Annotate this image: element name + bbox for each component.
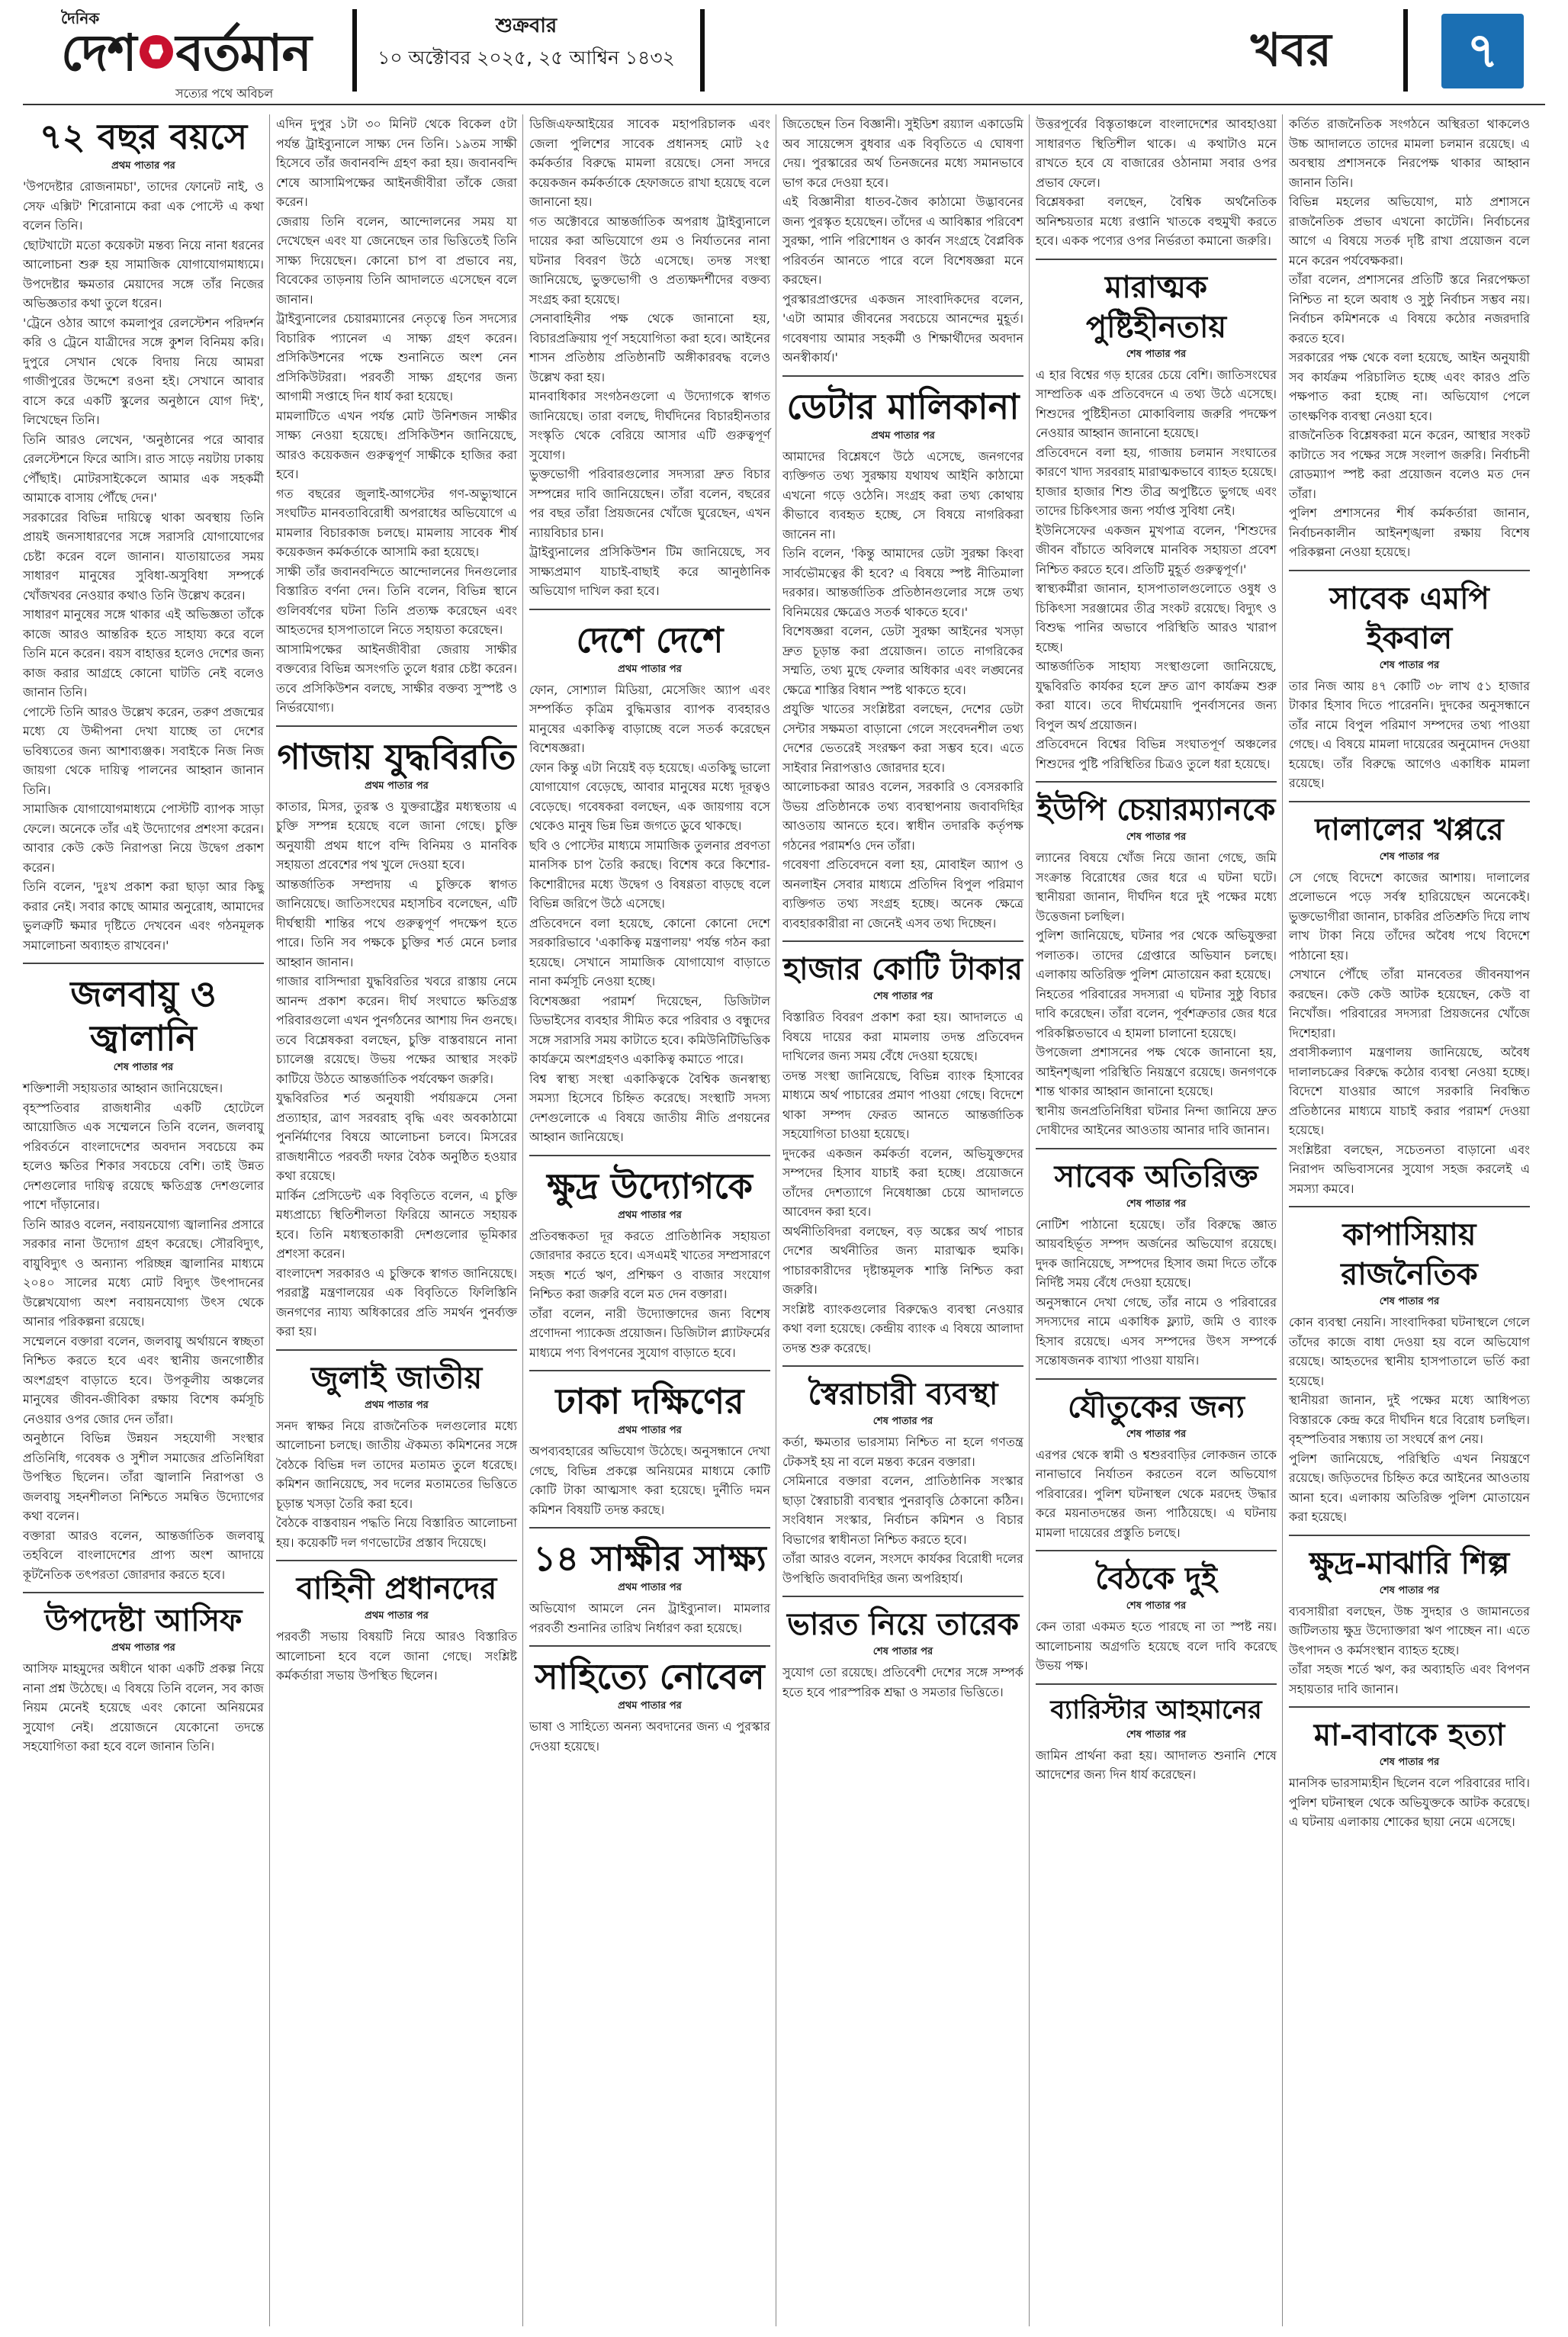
masthead-rule — [23, 104, 1545, 105]
story-body: সনদ স্বাক্ষর নিয়ে রাজনৈতিক দলগুলোর মধ্যে আলোচনা চলছে। জাতীয় ঐকমত্য কমিশনের সঙ্গে বৈঠকে বিভিন্ন দল তাদের মতামত তুলে ধরেছে। কমিশন জানিয়েছে, সব দলের মতামতের ভিত্তিতে চূড়ান্ত খসড়া তৈরি করা হবে। বৈঠকে বাস্তবায়ন পদ্ধতি নিয়ে বিস্তারিত আলোচনা হয়। কয়েকটি দল গণভোটের প্রস্তাব দিয়েছে। — [276, 1418, 517, 1550]
news-story[interactable] — [1289, 1706, 1534, 1832]
column-rule — [522, 114, 523, 2326]
column-rule — [1282, 114, 1283, 2326]
news-story[interactable] — [782, 114, 1023, 368]
story-body: ল্যানের বিষয়ে খোঁজ নিয়ে জানা গেছে, জমি সংক্রান্ত বিরোধের জের ধরে এ ঘটনা ঘটে। স্থানীয়রা জানান, দীর্ঘদিন ধরে দুই পক্ষের মধ্যে উত্তেজনা চলছিল। পুলিশ জানিয়েছে, ঘটনার পর থেকে অভিযুক্তরা পলাতক। তাদের গ্রেপ্তারে অভিযান চলছে। এলাকায় অতিরিক্ত পুলিশ মোতায়েন করা হয়েছে। নিহতের পরিবারের সদস্যরা এ ঘটনার সুষ্ঠু বিচার দাবি করেছেন। তাঁরা বলেন, পূর্বশত্রুতার জের ধরে পরিকল্পিতভাবে এ হামলা চালানো হয়েছে। উপজেলা প্রশাসনের পক্ষ থেকে জানানো হয়, আইনশৃঙ্খলা পরিস্থিতি নিয়ন্ত্রণে রয়েছে। জনগণকে শান্ত থাকার আহ্বান জানানো হয়েছে। স্থানীয় জনপ্রতিনিধিরা ঘটনার নিন্দা জানিয়ে দ্রুত দোষীদের আইনের আওতায় আনার দাবি জানান। — [1036, 850, 1277, 1137]
weekday: শুক্রবার — [495, 14, 557, 37]
story-headline[interactable]: হাজার কোটি টাকার — [783, 951, 1023, 987]
story-separator — [276, 1349, 517, 1351]
story-separator — [23, 1592, 264, 1593]
story-separator — [1036, 781, 1277, 783]
news-story[interactable] — [529, 114, 770, 601]
continued-from-label: শেষ পাতার পর — [1379, 850, 1440, 863]
continued-from-label: শেষ পাতার পর — [872, 991, 933, 1002]
masthead — [0, 0, 1568, 105]
story-separator — [782, 940, 1023, 942]
story-body: আসিফ মাহমুদের অধীনে থাকা একটি প্রকল্প নিয়ে নানা প্রশ্ন উঠেছে। এ বিষয়ে তিনি বলেন, সব কাজ নিয়ম মেনেই হয়েছে এবং কোনো অনিয়মের সুযোগ নেই। প্রয়োজনে যেকোনো তদন্তে সহযোগিতা করা হবে বলে জানান তিনি। — [23, 1661, 268, 1754]
story-headline[interactable]: কাপাসিয়ায় রাজনৈতিক — [1341, 1217, 1478, 1292]
story-headline[interactable]: জলবায়ু ও জ্বালানি — [70, 973, 217, 1059]
news-story[interactable] — [529, 609, 770, 1147]
story-headline[interactable]: সাহিত্যে নোবেল — [535, 1656, 765, 1697]
masthead-divider — [352, 9, 357, 92]
news-story[interactable] — [1036, 781, 1277, 1140]
news-story[interactable] — [782, 375, 1023, 934]
continued-from-label: শেষ পাতার পর — [872, 1646, 933, 1657]
news-story[interactable] — [782, 940, 1023, 1358]
continued-from-label: প্রথম পাতার পর — [618, 1425, 682, 1436]
story-headline[interactable]: ১৪ সাক্ষীর সাক্ষ্য — [533, 1538, 766, 1579]
news-story[interactable] — [782, 1365, 1023, 1588]
story-body: প্রতিবন্ধকতা দূর করতে প্রাতিষ্ঠানিক সহায়তা জোরদার করতে হবে। এসএমই খাতের সম্প্রসারণে সহজ শর্তে ঋণ, প্রশিক্ষণ ও বাজার সংযোগ নিশ্চিত করা জরুরি বলে মত দেন বক্তারা। তাঁরা বলেন, নারী উদ্যোক্তাদের জন্য বিশেষ প্রণোদনা প্যাকেজ প্রয়োজন। ডিজিটাল প্ল্যাটফর্মের মাধ্যমে পণ্য বিপণনের সুযোগ বাড়াতে হবে। — [529, 1228, 770, 1360]
news-story[interactable] — [529, 1155, 770, 1363]
story-headline[interactable]: গাজায় যুদ্ধবিরতি — [277, 735, 516, 777]
news-story[interactable] — [23, 963, 264, 1584]
story-headline[interactable]: ভারত নিয়ে তারেক — [787, 1606, 1019, 1642]
story-body: ব্যবসায়ীরা বলছেন, উচ্চ সুদহার ও জামানতের জটিলতায় ক্ষুদ্র উদ্যোক্তারা ঋণ পাচ্ছেন না। এতে উৎপাদন ও কর্মসংস্থান ব্যাহত হচ্ছে। তাঁরা সহজ শর্তে ঋণ, কর অব্যাহতি এবং বিপণন সহায়তার দাবি জানান। — [1289, 1603, 1530, 1696]
continued-from-label: শেষ পাতার পর — [1126, 1197, 1187, 1210]
story-separator — [1036, 1378, 1277, 1380]
story-body: 'উপদেষ্টার রোজনামচা', তাদের ফোনেট নাই, ও সেফ এক্সিট' শিরোনামে করা এক পোস্টে এ কথা বলেন তিনি। ছোটখাটো মতো কয়েকটা মন্তব্য নিয়ে নানা ধরনের আলোচনা শুরু হয় সামাজিক যোগাযোগমাধ্যমে। উপদেষ্টার ক্ষমতার মেয়াদের সঙ্গে তাঁর নিজের অভিজ্ঞতার কথা তুলে ধরেন। 'ট্রেনে ওঠার আগে কমলাপুর রেলস্টেশন পরিদর্শন করি ও ট্রেনে যাত্রীদের সঙ্গে কুশল বিনিময় করি। দুপুরে সেখান থেকে বিদায় নিয়ে আমরা গাজীপুরের উদ্দেশে রওনা হই। সেখানে আবার বাসে করে একটি স্কুলের অনুষ্ঠানে যোগ দিই', লিখেছেন তিনি। তিনি আরও লেখেন, 'অনুষ্ঠানের পরে আবার রেলস্টেশনে ফিরে আসি। রাত সাড়ে নয়টায় ঢাকায় পৌঁছাই। মোটরসাইকেলে আমার এক সহকর্মী আমাকে বাসায় পৌঁছে দেন।' সরকারের বিভিন্ন দায়িত্বে থাকা অবস্থায় তিনি প্রায়ই জনসাধারণের সঙ্গে সরাসরি যোগাযোগের চেষ্টা করেন বলে জানান। যাতায়াতের সময় সাধারণ মানুষের সুবিধা-অসুবিধা সম্পর্কে খোঁজখবর নেওয়ার কথাও তিনি উল্লেখ করেন। সাধারণ মানুষের সঙ্গে থাকার এই অভিজ্ঞতা তাঁকে কাজে আরও আন্তরিক হতে সাহায্য করে বলে তিনি মনে করেন। বয়স বাহাত্তর হলেও দেশের জন্য কাজ করার আগ্রহে কোনো ঘাটতি নেই বলেও জানান তিনি। পোস্টে তিনি আরও উল্লেখ করেন, তরুণ প্রজন্মের মধ্যে যে উদ্দীপনা দেখা যাচ্ছে তা দেশের ভবিষ্যতের জন্য আশাব্যঞ্জক। সবাইকে নিজ নিজ জায়গা থেকে দায়িত্ব পালনের আহ্বান জানান তিনি। সামাজিক যোগাযোগমাধ্যমে পোস্টটি ব্যাপক সাড়া ফেলে। অনেকে তাঁর এই উদ্যোগের প্রশংসা করেন। আবার কেউ কেউ নিরাপত্তা নিয়ে উদ্বেগ প্রকাশ করেন। তিনি বলেন, 'দুঃখ প্রকাশ করা ছাড়া আর কিছু করার নেই। সবার কাছে আমার অনুরোধ, আমাদের ভুলত্রুটি ক্ষমার দৃষ্টিতে দেখবেন এবং গঠনমূলক সমালোচনা অব্যাহত রাখবেন।' — [23, 179, 264, 953]
story-headline[interactable]: মারাত্মক পুষ্টিহীনতায় — [1085, 268, 1227, 345]
story-separator — [782, 375, 1023, 377]
story-separator — [782, 1365, 1023, 1367]
story-headline[interactable]: ঢাকা দক্ষিণের — [555, 1381, 744, 1422]
continued-from-label: প্রথম পাতার পর — [365, 1610, 429, 1622]
column-rule — [1029, 114, 1030, 2326]
news-story[interactable] — [1289, 114, 1530, 562]
story-headline[interactable]: উপদেষ্টা আসিফ — [44, 1602, 243, 1638]
news-column-6 — [1289, 114, 1534, 2326]
story-headline[interactable]: দালালের খপ্পরে — [1315, 811, 1504, 847]
story-headline[interactable]: দেশে দেশে — [576, 619, 724, 661]
logo-daily-label: দৈনিক — [61, 9, 100, 27]
story-body: শক্তিশালী সহায়তার আহ্বান জানিয়েছেন। বৃহস্পতিবার রাজধানীর একটি হোটেলে আয়োজিত এক সম্মেলনে তিনি বলেন, জলবায়ু পরিবর্তনে বাংলাদেশের অবদান সবচেয়ে কম হলেও ক্ষতির শিকার সবচেয়ে বেশি। তাই উন্নত দেশগুলোর দায়িত্ব রয়েছে ক্ষতিগ্রস্ত দেশগুলোর পাশে দাঁড়ানোর। তিনি আরও বলেন, নবায়নযোগ্য জ্বালানির প্রসারে সরকার নানা উদ্যোগ গ্রহণ করেছে। সৌরবিদ্যুৎ, বায়ুবিদ্যুৎ ও অন্যান্য পরিচ্ছন্ন জ্বালানির মাধ্যমে ২০৪০ সালের মধ্যে মোট বিদ্যুৎ উৎপাদনের উল্লেখযোগ্য অংশ নবায়নযোগ্য উৎস থেকে আনার পরিকল্পনা রয়েছে। সম্মেলনে বক্তারা বলেন, জলবায়ু অর্থায়নে স্বচ্ছতা নিশ্চিত করতে হবে এবং স্থানীয় জনগোষ্ঠীর অংশগ্রহণ বাড়াতে হবে। উপকূলীয় অঞ্চলের মানুষের জীবন-জীবিকা রক্ষায় বিশেষ কর্মসূচি নেওয়ার ওপর জোর দেন তাঁরা। অনুষ্ঠানে বিভিন্ন উন্নয়ন সহযোগী সংস্থার প্রতিনিধি, গবেষক ও সুশীল সমাজের প্রতিনিধিরা উপস্থিত ছিলেন। তাঁরা জ্বালানি নিরাপত্তা ও জলবায়ু সহনশীলতা নিশ্চিতে সমন্বিত উদ্যোগের কথা বলেন। বক্তারা আরও বলেন, আন্তর্জাতিক জলবায়ু তহবিলে বাংলাদেশের প্রাপ্য অংশ আদায়ে কূটনৈতিক তৎপরতা জোরদার করতে হবে। — [23, 1081, 264, 1582]
logo-brand-right: বর্তমান — [175, 24, 311, 82]
story-body: এদিন দুপুর ১টা ৩০ মিনিট থেকে বিকেল ৫টা পর্যন্ত ট্রাইব্যুনালে সাক্ষ্য দেন তিনি। ১৯তম সাক্ষী হিসেবে তাঁর জবানবন্দি গ্রহণ করা হয়। জবানবন্দি শেষে আসামিপক্ষের আইনজীবীরা তাঁকে জেরা করেন। জেরায় তিনি বলেন, আন্দোলনের সময় যা দেখেছেন এবং যা জেনেছেন তার ভিত্তিতেই তিনি সাক্ষ্য দিয়েছেন। কোনো চাপ বা প্রভাবে নয়, বিবেকের তাড়নায় তিনি আদালতে এসেছেন বলে জানান। ট্রাইব্যুনালের চেয়ারম্যানের নেতৃত্বে তিন সদস্যের বিচারিক প্যানেল এ সাক্ষ্য গ্রহণ করেন। প্রসিকিউশনের পক্ষে শুনানিতে অংশ নেন প্রসিকিউটররা। পরবর্তী সাক্ষ্য গ্রহণের জন্য আগামী সপ্তাহে দিন ধার্য করা হয়েছে। মামলাটিতে এখন পর্যন্ত মোট উনিশজন সাক্ষীর সাক্ষ্য নেওয়া হয়েছে। প্রসিকিউশন জানিয়েছে, আরও কয়েকজন গুরুত্বপূর্ণ সাক্ষীকে হাজির করা হবে। গত বছরের জুলাই-আগস্টের গণ-অভ্যুত্থানে সংঘটিত মানবতাবিরোধী অপরাধের অভিযোগে এ মামলার বিচারকাজ চলছে। মামলায় সাবেক শীর্ষ কয়েকজন কর্মকর্তাকে আসামি করা হয়েছে। সাক্ষী তাঁর জবানবন্দিতে আন্দোলনের দিনগুলোর বিস্তারিত বর্ণনা দেন। তিনি বলেন, বিভিন্ন স্থানে গুলিবর্ষণের ঘটনা তিনি প্রত্যক্ষ করেছেন এবং আহতদের হাসপাতালে নিতে সহায়তা করেছেন। আসামিপক্ষের আইনজীবীরা জেরায় সাক্ষীর বক্তব্যের বিভিন্ন অসংগতি তুলে ধরার চেষ্টা করেন। তবে প্রসিকিউশন বলছে, সাক্ষীর বক্তব্য সুস্পষ্ট ও নির্ভরযোগ্য। — [276, 117, 517, 715]
story-separator — [529, 609, 770, 610]
news-column-3 — [529, 114, 775, 2326]
story-body: সুযোগ তো রয়েছে। প্রতিবেশী দেশের সঙ্গে সম্পর্ক হতে হবে পারস্পরিক শ্রদ্ধা ও সমতার ভিত্তিতে। — [782, 1665, 1028, 1699]
story-separator — [1036, 1148, 1277, 1149]
story-separator — [1036, 1550, 1277, 1551]
story-separator — [276, 1560, 517, 1561]
story-body: ডিজিএফআইয়ের সাবেক মহাপরিচালক এবং জেলা পুলিশের সাবেক প্রধানসহ মোট ২৫ কর্মকর্তার বিরুদ্ধে মামলা রয়েছে। সেনা সদরে কয়েকজন কর্মকর্তাকে হেফাজতে রাখা হয়েছে বলে জানানো হয়। গত অক্টোবরে আন্তর্জাতিক অপরাধ ট্রাইব্যুনালে দায়ের করা অভিযোগে গুম ও নির্যাতনের নানা ঘটনার বিবরণ উঠে এসেছে। তদন্ত সংস্থা জানিয়েছে, ভুক্তভোগী ও প্রত্যক্ষদর্শীদের বক্তব্য সংগ্রহ করা হয়েছে। সেনাবাহিনীর পক্ষ থেকে জানানো হয়, বিচারপ্রক্রিয়ায় পূর্ণ সহযোগিতা করা হবে। আইনের শাসন প্রতিষ্ঠায় প্রতিষ্ঠানটি অঙ্গীকারবদ্ধ বলেও উল্লেখ করা হয়। মানবাধিকার সংগঠনগুলো এ উদ্যোগকে স্বাগত জানিয়েছে। তারা বলছে, দীর্ঘদিনের বিচারহীনতার সংস্কৃতি থেকে বেরিয়ে আসার এটি গুরুত্বপূর্ণ সুযোগ। ভুক্তভোগী পরিবারগুলোর সদস্যরা দ্রুত বিচার সম্পন্নের দাবি জানিয়েছেন। তাঁরা বলেন, বছরের পর বছর তাঁরা প্রিয়জনের খোঁজে ঘুরেছেন, এখন ন্যায়বিচার চান। ট্রাইব্যুনালের প্রসিকিউশন টিম জানিয়েছে, সব সাক্ষ্যপ্রমাণ যাচাই-বাছাই করে আনুষ্ঠানিক অভিযোগ দাখিল করা হবে। — [529, 117, 770, 598]
story-separator — [1289, 1206, 1530, 1207]
story-body: বিস্তারিত বিবরণ প্রকাশ করা হয়। আদালতে এ বিষয়ে দায়ের করা মামলায় তদন্ত প্রতিবেদন দাখিলের জন্য সময় বেঁধে দেওয়া হয়েছে। তদন্ত সংস্থা জানিয়েছে, বিভিন্ন ব্যাংক হিসাবের মাধ্যমে অর্থ পাচারের প্রমাণ পাওয়া গেছে। বিদেশে থাকা সম্পদ ফেরত আনতে আন্তর্জাতিক সহযোগিতা চাওয়া হয়েছে। দুদকের একজন কর্মকর্তা বলেন, অভিযুক্তদের সম্পদের হিসাব যাচাই করা হচ্ছে। প্রয়োজনে তাঁদের দেশত্যাগে নিষেধাজ্ঞা চেয়ে আদালতে আবেদন করা হবে। অর্থনীতিবিদরা বলছেন, বড় অঙ্কের অর্থ পাচার দেশের অর্থনীতির জন্য মারাত্মক হুমকি। পাচারকারীদের দৃষ্টান্তমূলক শাস্তি নিশ্চিত করা জরুরি। সংশ্লিষ্ট ব্যাংকগুলোর বিরুদ্ধেও ব্যবস্থা নেওয়ার কথা বলা হয়েছে। কেন্দ্রীয় ব্যাংক এ বিষয়ে আলাদা তদন্ত শুরু করেছে। — [782, 1010, 1023, 1355]
story-headline[interactable]: সাবেক এমপি ইকবাল — [1329, 580, 1489, 656]
column-rule — [269, 114, 270, 2326]
story-separator — [529, 1370, 770, 1371]
continued-from-label: শেষ পাতার পর — [1379, 659, 1440, 671]
story-separator — [529, 1527, 770, 1529]
story-separator — [529, 1155, 770, 1156]
continued-from-label: প্রথম পাতার পর — [111, 1642, 175, 1654]
story-body: এ হার বিশ্বের গড় হারের চেয়ে বেশি। জাতিসংঘের সাম্প্রতিক এক প্রতিবেদনে এ তথ্য উঠে এসেছে। শিশুদের পুষ্টিহীনতা মোকাবিলায় জরুরি পদক্ষেপ নেওয়ার আহ্বান জানানো হয়েছে। প্রতিবেদনে বলা হয়, গাজায় চলমান সংঘাতের কারণে খাদ্য সরবরাহ মারাত্মকভাবে ব্যাহত হয়েছে। হাজার হাজার শিশু তীব্র অপুষ্টিতে ভুগছে এবং তাদের চিকিৎসার জন্য পর্যাপ্ত সুবিধা নেই। ইউনিসেফের একজন মুখপাত্র বলেন, 'শিশুদের জীবন বাঁচাতে অবিলম্বে মানবিক সহায়তা প্রবেশ নিশ্চিত করতে হবে। প্রতিটি মুহূর্ত গুরুত্বপূর্ণ।' স্বাস্থ্যকর্মীরা জানান, হাসপাতালগুলোতে ওষুধ ও চিকিৎসা সরঞ্জামের তীব্র সংকট রয়েছে। বিদ্যুৎ ও বিশুদ্ধ পানির অভাবে পরিস্থিতি আরও খারাপ হচ্ছে। আন্তর্জাতিক সাহায্য সংস্থাগুলো জানিয়েছে, যুদ্ধবিরতি কার্যকর হলে দ্রুত ত্রাণ কার্যক্রম শুরু করা যাবে। তবে দীর্ঘমেয়াদি পুনর্বাসনের জন্য বিপুল অর্থ প্রয়োজন। প্রতিবেদনে বিশ্বের বিভিন্ন সংঘাতপূর্ণ অঞ্চলের শিশুদের পুষ্টি পরিস্থিতির চিত্রও তুলে ধরা হয়েছে। — [1036, 367, 1277, 771]
logo-wordmark — [61, 26, 311, 81]
continued-from-label: শেষ পাতার পর — [1379, 1296, 1440, 1307]
continued-from-label: শেষ পাতার পর — [1126, 831, 1187, 843]
story-headline[interactable]: ৭২ বছর বয়সে — [39, 116, 248, 157]
bangladesh-map-icon — [140, 35, 173, 69]
continued-from-label: প্রথম পাতার পর — [111, 160, 175, 172]
continued-from-label: প্রথম পাতার পর — [871, 429, 935, 442]
continued-from-label: শেষ পাতার পর — [1126, 1428, 1187, 1440]
continued-from-label: প্রথম পাতার পর — [618, 663, 682, 675]
continued-from-label: শেষ পাতার পর — [1379, 1584, 1440, 1596]
news-story[interactable] — [1036, 1148, 1277, 1371]
continued-from-label: শেষ পাতার পর — [872, 1416, 933, 1427]
story-separator — [1289, 570, 1530, 571]
story-headline[interactable]: মা-বাবাকে হত্যা — [1313, 1717, 1505, 1753]
news-story[interactable] — [1289, 801, 1530, 1199]
story-body: কোন ব্যবস্থা নেয়নি। সাংবাদিকরা ঘটনাস্থলে গেলে তাঁদের কাজে বাধা দেওয়া হয় বলে অভিযোগ রয়েছে। আহতদের স্থানীয় হাসপাতালে ভর্তি করা হয়েছে। স্থানীয়রা জানান, দুই পক্ষের মধ্যে আধিপত্য বিস্তারকে কেন্দ্র করে দীর্ঘদিন ধরে বিরোধ চলছিল। বৃহস্পতিবার সন্ধ্যায় তা সংঘর্ষে রূপ নেয়। পুলিশ জানিয়েছে, পরিস্থিতি এখন নিয়ন্ত্রণে রয়েছে। জড়িতদের চিহ্নিত করে আইনের আওতায় আনা হবে। এলাকায় অতিরিক্ত পুলিশ মোতায়েন করা হয়েছে। — [1289, 1315, 1530, 1524]
story-separator — [529, 1645, 770, 1647]
story-headline[interactable]: ইউপি চেয়ারম্যানকে — [1036, 792, 1276, 828]
masthead-divider — [1403, 9, 1408, 92]
masthead-divider — [700, 9, 705, 92]
story-body: নোটিশ পাঠানো হয়েছে। তাঁর বিরুদ্ধে জ্ঞাত আয়বহির্ভূত সম্পদ অর্জনের অভিযোগ রয়েছে। দুদক জানিয়েছে, সম্পদের হিসাব জমা দিতে তাঁকে নির্দিষ্ট সময় বেঁধে দেওয়া হয়েছে। অনুসন্ধানে দেখা গেছে, তাঁর নামে ও পরিবারের সদস্যদের নামে একাধিক ফ্ল্যাট, জমি ও ব্যাংক হিসাব রয়েছে। এসব সম্পদের উৎস সম্পর্কে সন্তোষজনক ব্যাখ্যা পাওয়া যায়নি। — [1036, 1217, 1277, 1368]
story-separator — [1036, 259, 1277, 260]
continued-from-label: শেষ পাতার পর — [113, 1062, 174, 1073]
news-story[interactable] — [529, 1370, 775, 1519]
publication-date: ১০ অক্টোবর ২০২৫, ২৫ আশ্বিন ১৪৩২ — [378, 47, 675, 69]
story-body: কর্তা, ক্ষমতার ভারসাম্য নিশ্চিত না হলে গণতন্ত্র টেকসই হয় না বলে মন্তব্য করেন বক্তারা। সেমিনারে বক্তারা বলেন, প্রাতিষ্ঠানিক সংস্কার ছাড়া স্বৈরাচারী ব্যবস্থার পুনরাবৃত্তি ঠেকানো কঠিন। সংবিধান সংস্কার, নির্বাচন কমিশন ও বিচার বিভাগের স্বাধীনতা নিশ্চিত করতে হবে। তাঁরা আরও বলেন, সংসদে কার্যকর বিরোধী দলের উপস্থিতি জবাবদিহির জন্য অপরিহার্য। — [782, 1435, 1023, 1586]
continued-from-label: প্রথম পাতার পর — [365, 780, 429, 792]
news-story[interactable] — [1289, 1535, 1530, 1699]
story-body: জামিন প্রার্থনা করা হয়। আদালত শুনানি শেষে আদেশের জন্য দিন ধার্য করেছেন। — [1036, 1747, 1281, 1782]
continued-from-label: প্রথম পাতার পর — [365, 1399, 429, 1411]
story-headline[interactable]: ক্ষুদ্র-মাঝারি শিল্প — [1309, 1545, 1510, 1581]
continued-from-label: শেষ পাতার পর — [1379, 1757, 1440, 1768]
story-headline[interactable]: বৈঠকে দুই — [1095, 1561, 1217, 1596]
story-headline[interactable]: সাবেক অতিরিক্ত — [1054, 1158, 1258, 1194]
continued-from-label: শেষ পাতার পর — [1126, 1600, 1187, 1612]
section-title: খবর — [1251, 24, 1332, 77]
story-separator — [1289, 1535, 1530, 1536]
news-story[interactable] — [23, 114, 264, 955]
story-body: জিতেছেন তিন বিজ্ঞানী। সুইডিশ রয়্যাল একাডেমি অব সায়েন্সেস বুধবার এক বিবৃতিতে এ ঘোষণা দেয়। পুরস্কারের অর্থ তিনজনের মধ্যে সমানভাবে ভাগ করে দেওয়া হবে। এই বিজ্ঞানীরা ধাতব-জৈব কাঠামো উদ্ভাবনের জন্য পুরস্কৃত হয়েছেন। তাঁদের এ আবিষ্কার পরিবেশ সুরক্ষা, পানি পরিশোধন ও কার্বন সংগ্রহে বৈপ্লবিক পরিবর্তন আনতে পারে বলে বিশেষজ্ঞরা মনে করছেন। পুরস্কারপ্রাপ্তদের একজন সাংবাদিকদের বলেন, 'এটা আমার জীবনের সবচেয়ে আনন্দের মুহূর্ত। গবেষণায় আমার সহকর্মী ও শিক্ষার্থীদের অবদান অনস্বীকার্য।' — [782, 117, 1023, 365]
story-separator — [276, 725, 517, 727]
story-body: সে গেছে বিদেশে কাজের আশায়। দালালের প্রলোভনে পড়ে সর্বস্ব হারিয়েছেন অনেকেই। ভুক্তভোগীরা জানান, চাকরির প্রতিশ্রুতি দিয়ে লাখ লাখ টাকা নিয়ে তাঁদের অবৈধ পথে বিদেশে পাঠানো হয়। সেখানে পৌঁছে তাঁরা মানবেতর জীবনযাপন করছেন। কেউ কেউ আটক হয়েছেন, কেউ বা নিখোঁজ। পরিবারের সদস্যরা প্রিয়জনের খোঁজে দিশেহারা। প্রবাসীকল্যাণ মন্ত্রণালয় জানিয়েছে, অবৈধ দালালচক্রের বিরুদ্ধে কঠোর ব্যবস্থা নেওয়া হচ্ছে। বিদেশে যাওয়ার আগে সরকারি নিবন্ধিত প্রতিষ্ঠানের মাধ্যমে যাচাই করার পরামর্শ দেওয়া হয়েছে। সংশ্লিষ্টরা বলছেন, সচেতনতা বাড়ানো এবং নিরাপদ অভিবাসনের সুযোগ সহজ করলেই এ সমস্যা কমবে। — [1289, 870, 1530, 1196]
news-story[interactable] — [529, 1645, 775, 1756]
story-body: ভাষা ও সাহিত্যে অনন্য অবদানের জন্য এ পুরস্কার দেওয়া হয়েছে। — [529, 1719, 775, 1754]
news-story[interactable] — [276, 1560, 522, 1686]
story-headline[interactable]: জুলাই জাতীয় — [310, 1359, 483, 1396]
story-body: কাতার, মিসর, তুরস্ক ও যুক্তরাষ্ট্রের মধ্যস্থতায় এ চুক্তি সম্পন্ন হয়েছে বলে জানা গেছে। চুক্তি অনুযায়ী প্রথম ধাপে বন্দি বিনিময় ও মানবিক সহায়তা প্রবেশের পথ খুলে দেওয়া হবে। আন্তর্জাতিক সম্প্রদায় এ চুক্তিকে স্বাগত জানিয়েছে। জাতিসংঘের মহাসচিব বলেছেন, এটি দীর্ঘস্থায়ী শান্তির পথে গুরুত্বপূর্ণ পদক্ষেপ হতে পারে। তিনি সব পক্ষকে চুক্তির শর্ত মেনে চলার আহ্বান জানান। গাজার বাসিন্দারা যুদ্ধবিরতির খবরে রাস্তায় নেমে আনন্দ প্রকাশ করেন। দীর্ঘ সংঘাতে ক্ষতিগ্রস্ত পরিবারগুলো এখন পুনর্গঠনের আশায় দিন গুনছে। তবে বিশ্লেষকরা বলছেন, চুক্তি বাস্তবায়নে নানা চ্যালেঞ্জ রয়েছে। উভয় পক্ষের আস্থার সংকট কাটিয়ে উঠতে আন্তর্জাতিক পর্যবেক্ষণ জরুরি। যুদ্ধবিরতির শর্ত অনুযায়ী পর্যায়ক্রমে সেনা প্রত্যাহার, ত্রাণ সরবরাহ বৃদ্ধি এবং অবকাঠামো পুনর্নির্মাণের বিষয়ে আলোচনা চলবে। মিসরের রাজধানীতে পরবর্তী দফার বৈঠক অনুষ্ঠিত হওয়ার কথা রয়েছে। মার্কিন প্রেসিডেন্ট এক বিবৃতিতে বলেন, এ চুক্তি মধ্যপ্রাচ্যে স্থিতিশীলতা ফিরিয়ে আনতে সহায়ক হবে। তিনি মধ্যস্থতাকারী দেশগুলোর ভূমিকার প্রশংসা করেন। বাংলাদেশ সরকারও এ চুক্তিকে স্বাগত জানিয়েছে। পররাষ্ট্র মন্ত্রণালয়ের এক বিবৃতিতে ফিলিস্তিনি জনগণের ন্যায্য অধিকারের প্রতি সমর্থন পুনর্ব্যক্ত করা হয়। — [276, 799, 517, 1339]
story-headline[interactable]: ব্যারিস্টার আহমানের — [1050, 1694, 1262, 1725]
continued-from-label: শেষ পাতার পর — [1126, 348, 1187, 360]
story-body: কেন তারা একমত হতে পারছে না তা স্পষ্ট নয়। আলোচনায় অগ্রগতি হয়েছে বলে দাবি করেছে উভয় পক্ষ। — [1036, 1619, 1281, 1673]
continued-from-label: প্রথম পাতার পর — [618, 1582, 682, 1593]
story-body: অপব্যবহারের অভিযোগ উঠেছে। অনুসন্ধানে দেখা গেছে, বিভিন্ন প্রকল্পে অনিয়মের মাধ্যমে কোটি কোটি টাকা আত্মসাৎ করা হয়েছে। দুর্নীতি দমন কমিশন বিষয়টি তদন্ত করছে। — [529, 1444, 775, 1517]
story-headline[interactable]: স্বৈরাচারী ব্যবস্থা — [808, 1376, 998, 1412]
story-body: পরবর্তী সভায় বিষয়টি নিয়ে আরও বিস্তারিত আলোচনা হবে বলে জানা গেছে। সংশ্লিষ্ট কর্মকর্তারা সভায় উপস্থিত ছিলেন। — [276, 1629, 522, 1683]
news-story[interactable] — [276, 1349, 517, 1553]
logo-brand-left: দেশ — [61, 24, 137, 82]
story-body: মানসিক ভারসাম্যহীন ছিলেন বলে পরিবারের দাবি। পুলিশ ঘটনাস্থল থেকে অভিযুক্তকে আটক করেছে। এ ঘটনায় এলাকায় শোকের ছায়া নেমে এসেছে। — [1289, 1776, 1534, 1829]
news-story[interactable] — [529, 1527, 775, 1638]
story-body: কর্তিত রাজনৈতিক সংগঠনে অস্থিরতা থাকলেও উচ্চ আদালতে তাদের মামলা চলমান রয়েছে। এ অবস্থায় প্রশাসনকে নিরপেক্ষ থাকার আহ্বান জানান তিনি। বিভিন্ন মহলের অভিযোগ, মাঠ প্রশাসনে রাজনৈতিক প্রভাব এখনো কাটেনি। নির্বাচনের আগে এ বিষয়ে সতর্ক দৃষ্টি রাখা প্রয়োজন বলে মনে করেন পর্যবেক্ষকরা। তাঁরা বলেন, প্রশাসনের প্রতিটি স্তরে নিরপেক্ষতা নিশ্চিত না হলে অবাধ ও সুষ্ঠু নির্বাচন সম্ভব নয়। নির্বাচন কমিশনকে এ বিষয়ে কঠোর নজরদারি করতে হবে। সরকারের পক্ষ থেকে বলা হয়েছে, আইন অনুযায়ী সব কার্যক্রম পরিচালিত হচ্ছে এবং কারও প্রতি পক্ষপাত করা হচ্ছে না। অভিযোগ পেলে তাৎক্ষণিক ব্যবস্থা নেওয়া হবে। রাজনৈতিক বিশ্লেষকরা মনে করেন, আস্থার সংকট কাটাতে সব পক্ষের সঙ্গে সংলাপ জরুরি। নির্বাচনী রোডম্যাপ স্পষ্ট করা প্রয়োজন বলেও মত দেন তাঁরা। পুলিশ প্রশাসনের শীর্ষ কর্মকর্তারা জানান, নির্বাচনকালীন আইনশৃঙ্খলা রক্ষায় বিশেষ পরিকল্পনা নেওয়া হয়েছে। — [1289, 117, 1530, 559]
dateline — [374, 9, 679, 73]
story-headline[interactable]: ক্ষুদ্র উদ্যোগকে — [547, 1165, 753, 1207]
news-column-5 — [1036, 114, 1281, 2326]
continued-from-label: শেষ পাতার পর — [1126, 1728, 1187, 1741]
story-body: ফোন, সোশ্যাল মিডিয়া, মেসেজিং অ্যাপ এবং সম্পর্কিত কৃত্রিম বুদ্ধিমত্তার ব্যাপক ব্যবহারও মানুষের একাকিত্ব বাড়াচ্ছে বলে সতর্ক করেছেন বিশেষজ্ঞরা। ফোন কিন্তু এটা নিয়েই বড় হয়েছে। এতকিছু ভালো যোগাযোগ বেড়েছে, আবার মানুষের মধ্যে দূরত্বও বেড়েছে। গবেষকরা বলছেন, এক জায়গায় বসে থেকেও মানুষ ভিন্ন ভিন্ন জগতে ডুবে থাকছে। ছবি ও পোস্টের মাধ্যমে সামাজিক তুলনার প্রবণতা মানসিক চাপ তৈরি করছে। বিশেষ করে কিশোর-কিশোরীদের মধ্যে উদ্বেগ ও বিষণ্ণতা বাড়ছে বলে বিভিন্ন জরিপে উঠে এসেছে। প্রতিবেদনে বলা হয়েছে, কোনো কোনো দেশে সরকারিভাবে 'একাকিত্ব মন্ত্রণালয়' পর্যন্ত গঠন করা হয়েছে। সেখানে সামাজিক যোগাযোগ বাড়াতে নানা কর্মসূচি নেওয়া হচ্ছে। বিশেষজ্ঞরা পরামর্শ দিয়েছেন, ডিজিটাল ডিভাইসের ব্যবহার সীমিত করে পরিবার ও বন্ধুদের সঙ্গে সরাসরি সময় কাটাতে হবে। কমিউনিটিভিত্তিক কার্যক্রমে অংশগ্রহণও একাকিত্ব কমাতে পারে। বিশ্ব স্বাস্থ্য সংস্থা একাকিত্বকে বৈশ্বিক জনস্বাস্থ্য সমস্যা হিসেবে চিহ্নিত করেছে। সংস্থাটি সদস্য দেশগুলোকে এ বিষয়ে জাতীয় নীতি প্রণয়নের আহ্বান জানিয়েছে। — [529, 682, 770, 1144]
story-headline[interactable]: যৌতুকের জন্য — [1068, 1388, 1245, 1425]
news-story[interactable] — [782, 1596, 1028, 1702]
story-body: তার নিজ আয় ৪৭ কোটি ৩৮ লাখ ৫১ হাজার টাকার হিসাব দিতে পারেননি। দুদকের অনুসন্ধানে তাঁর নামে বিপুল পরিমাণ সম্পদের তথ্য পাওয়া গেছে। এ বিষয়ে মামলা দায়েরের অনুমোদন দেওয়া হয়েছে। তাঁর বিরুদ্ধে আগেও একাধিক মামলা রয়েছে। — [1289, 678, 1534, 790]
news-story[interactable] — [1289, 1206, 1530, 1527]
news-story[interactable] — [276, 725, 517, 1342]
news-story[interactable] — [1036, 259, 1277, 774]
news-story[interactable] — [1036, 114, 1277, 251]
story-separator — [1036, 1683, 1277, 1685]
news-story[interactable] — [1036, 1378, 1281, 1543]
news-column-4 — [782, 114, 1028, 2326]
news-story[interactable] — [1036, 1550, 1281, 1676]
news-column-2 — [276, 114, 522, 2326]
continued-from-label: প্রথম পাতার পর — [618, 1700, 682, 1712]
story-body: এরপর থেকে স্বামী ও শ্বশুরবাড়ির লোকজন তাকে নানাভাবে নির্যাতন করতেন বলে অভিযোগ পরিবারের। পুলিশ ঘটনাস্থল থেকে মরদেহ উদ্ধার করে ময়নাতদন্তের জন্য পাঠিয়েছে। এ ঘটনায় মামলা দায়েরের প্রস্তুতি চলছে। — [1036, 1447, 1281, 1540]
continued-from-label: প্রথম পাতার পর — [618, 1209, 682, 1221]
story-headline[interactable]: ডেটার মালিকানা — [786, 385, 1020, 427]
story-separator — [782, 1596, 1023, 1597]
story-body: আমাদের বিশ্লেষণে উঠে এসেছে, জনগণের ব্যক্তিগত তথ্য সুরক্ষায় যথাযথ আইনি কাঠামো এখনো গড়ে ওঠেনি। সংগ্রহ করা তথ্য কোথায় কীভাবে ব্যবহৃত হচ্ছে, সে বিষয়ে নাগরিকরা জানেন না। তিনি বলেন, 'কিন্তু আমাদের ডেটা সুরক্ষা কিংবা সার্বভৌমত্বের কী হবে? এ বিষয়ে স্পষ্ট নীতিমালা দরকার। আন্তর্জাতিক প্রতিষ্ঠানগুলোর সঙ্গে তথ্য বিনিময়ের ক্ষেত্রেও সতর্ক থাকতে হবে।' বিশেষজ্ঞরা বলেন, ডেটা সুরক্ষা আইনের খসড়া দ্রুত চূড়ান্ত করা প্রয়োজন। তাতে নাগরিকের সম্মতি, তথ্য মুছে ফেলার অধিকার এবং লঙ্ঘনের ক্ষেত্রে শাস্তির বিধান স্পষ্ট থাকতে হবে। প্রযুক্তি খাতের সংশ্লিষ্টরা বলছেন, দেশের ডেটা সেন্টার সক্ষমতা বাড়ানো গেলে সংবেদনশীল তথ্য দেশের ভেতরেই সংরক্ষণ করা সম্ভব হবে। এতে সাইবার নিরাপত্তাও জোরদার হবে। আলোচকরা আরও বলেন, সরকারি ও বেসরকারি উভয় প্রতিষ্ঠানকে তথ্য ব্যবস্থাপনায় জবাবদিহির আওতায় আনতে হবে। স্বাধীন তদারকি কর্তৃপক্ষ গঠনের পরামর্শও দেন তাঁরা। গবেষণা প্রতিবেদনে বলা হয়, মোবাইল অ্যাপ ও অনলাইন সেবার মাধ্যমে প্রতিদিন বিপুল পরিমাণ ব্যক্তিগত তথ্য সংগ্রহ হচ্ছে। অনেক ক্ষেত্রে ব্যবহারকারীরা না জেনেই এসব তথ্য দিচ্ছেন। — [782, 448, 1023, 931]
news-story[interactable] — [276, 114, 517, 718]
story-separator — [1289, 801, 1530, 802]
story-body: অভিযোগ আমলে নেন ট্রাইব্যুনাল। মামলার পরবর্তী শুনানির তারিখ নির্ধারণ করা হয়েছে। — [529, 1601, 775, 1635]
story-separator — [23, 963, 264, 964]
page-number: ৭ — [1441, 14, 1524, 88]
newspaper-logo[interactable] — [61, 5, 336, 102]
news-column-1 — [23, 114, 268, 2326]
news-story[interactable] — [1289, 570, 1534, 793]
news-story[interactable] — [23, 1592, 268, 1757]
story-separator — [1289, 1706, 1530, 1708]
logo-slogan: সত্যের পথে অবিচল — [175, 86, 274, 101]
story-body: উত্তরপূর্বের বিস্তৃতাঞ্চলে বাংলাদেশের আবহাওয়া সাধারণত স্থিতিশীল থাকে। এ কথাটাও মনে রাখতে হবে যে বাজারের ওঠানামা সবার ওপর প্রভাব ফেলে। বিশ্লেষকরা বলছেন, বৈশ্বিক অর্থনৈতিক অনিশ্চয়তার মধ্যে রপ্তানি খাতকে বহুমুখী করতে হবে। একক পণ্যের ওপর নির্ভরতা কমানো জরুরি। — [1036, 117, 1277, 248]
news-story[interactable] — [1036, 1683, 1281, 1785]
story-headline[interactable]: বাহিনী প্রধানদের — [296, 1570, 497, 1606]
